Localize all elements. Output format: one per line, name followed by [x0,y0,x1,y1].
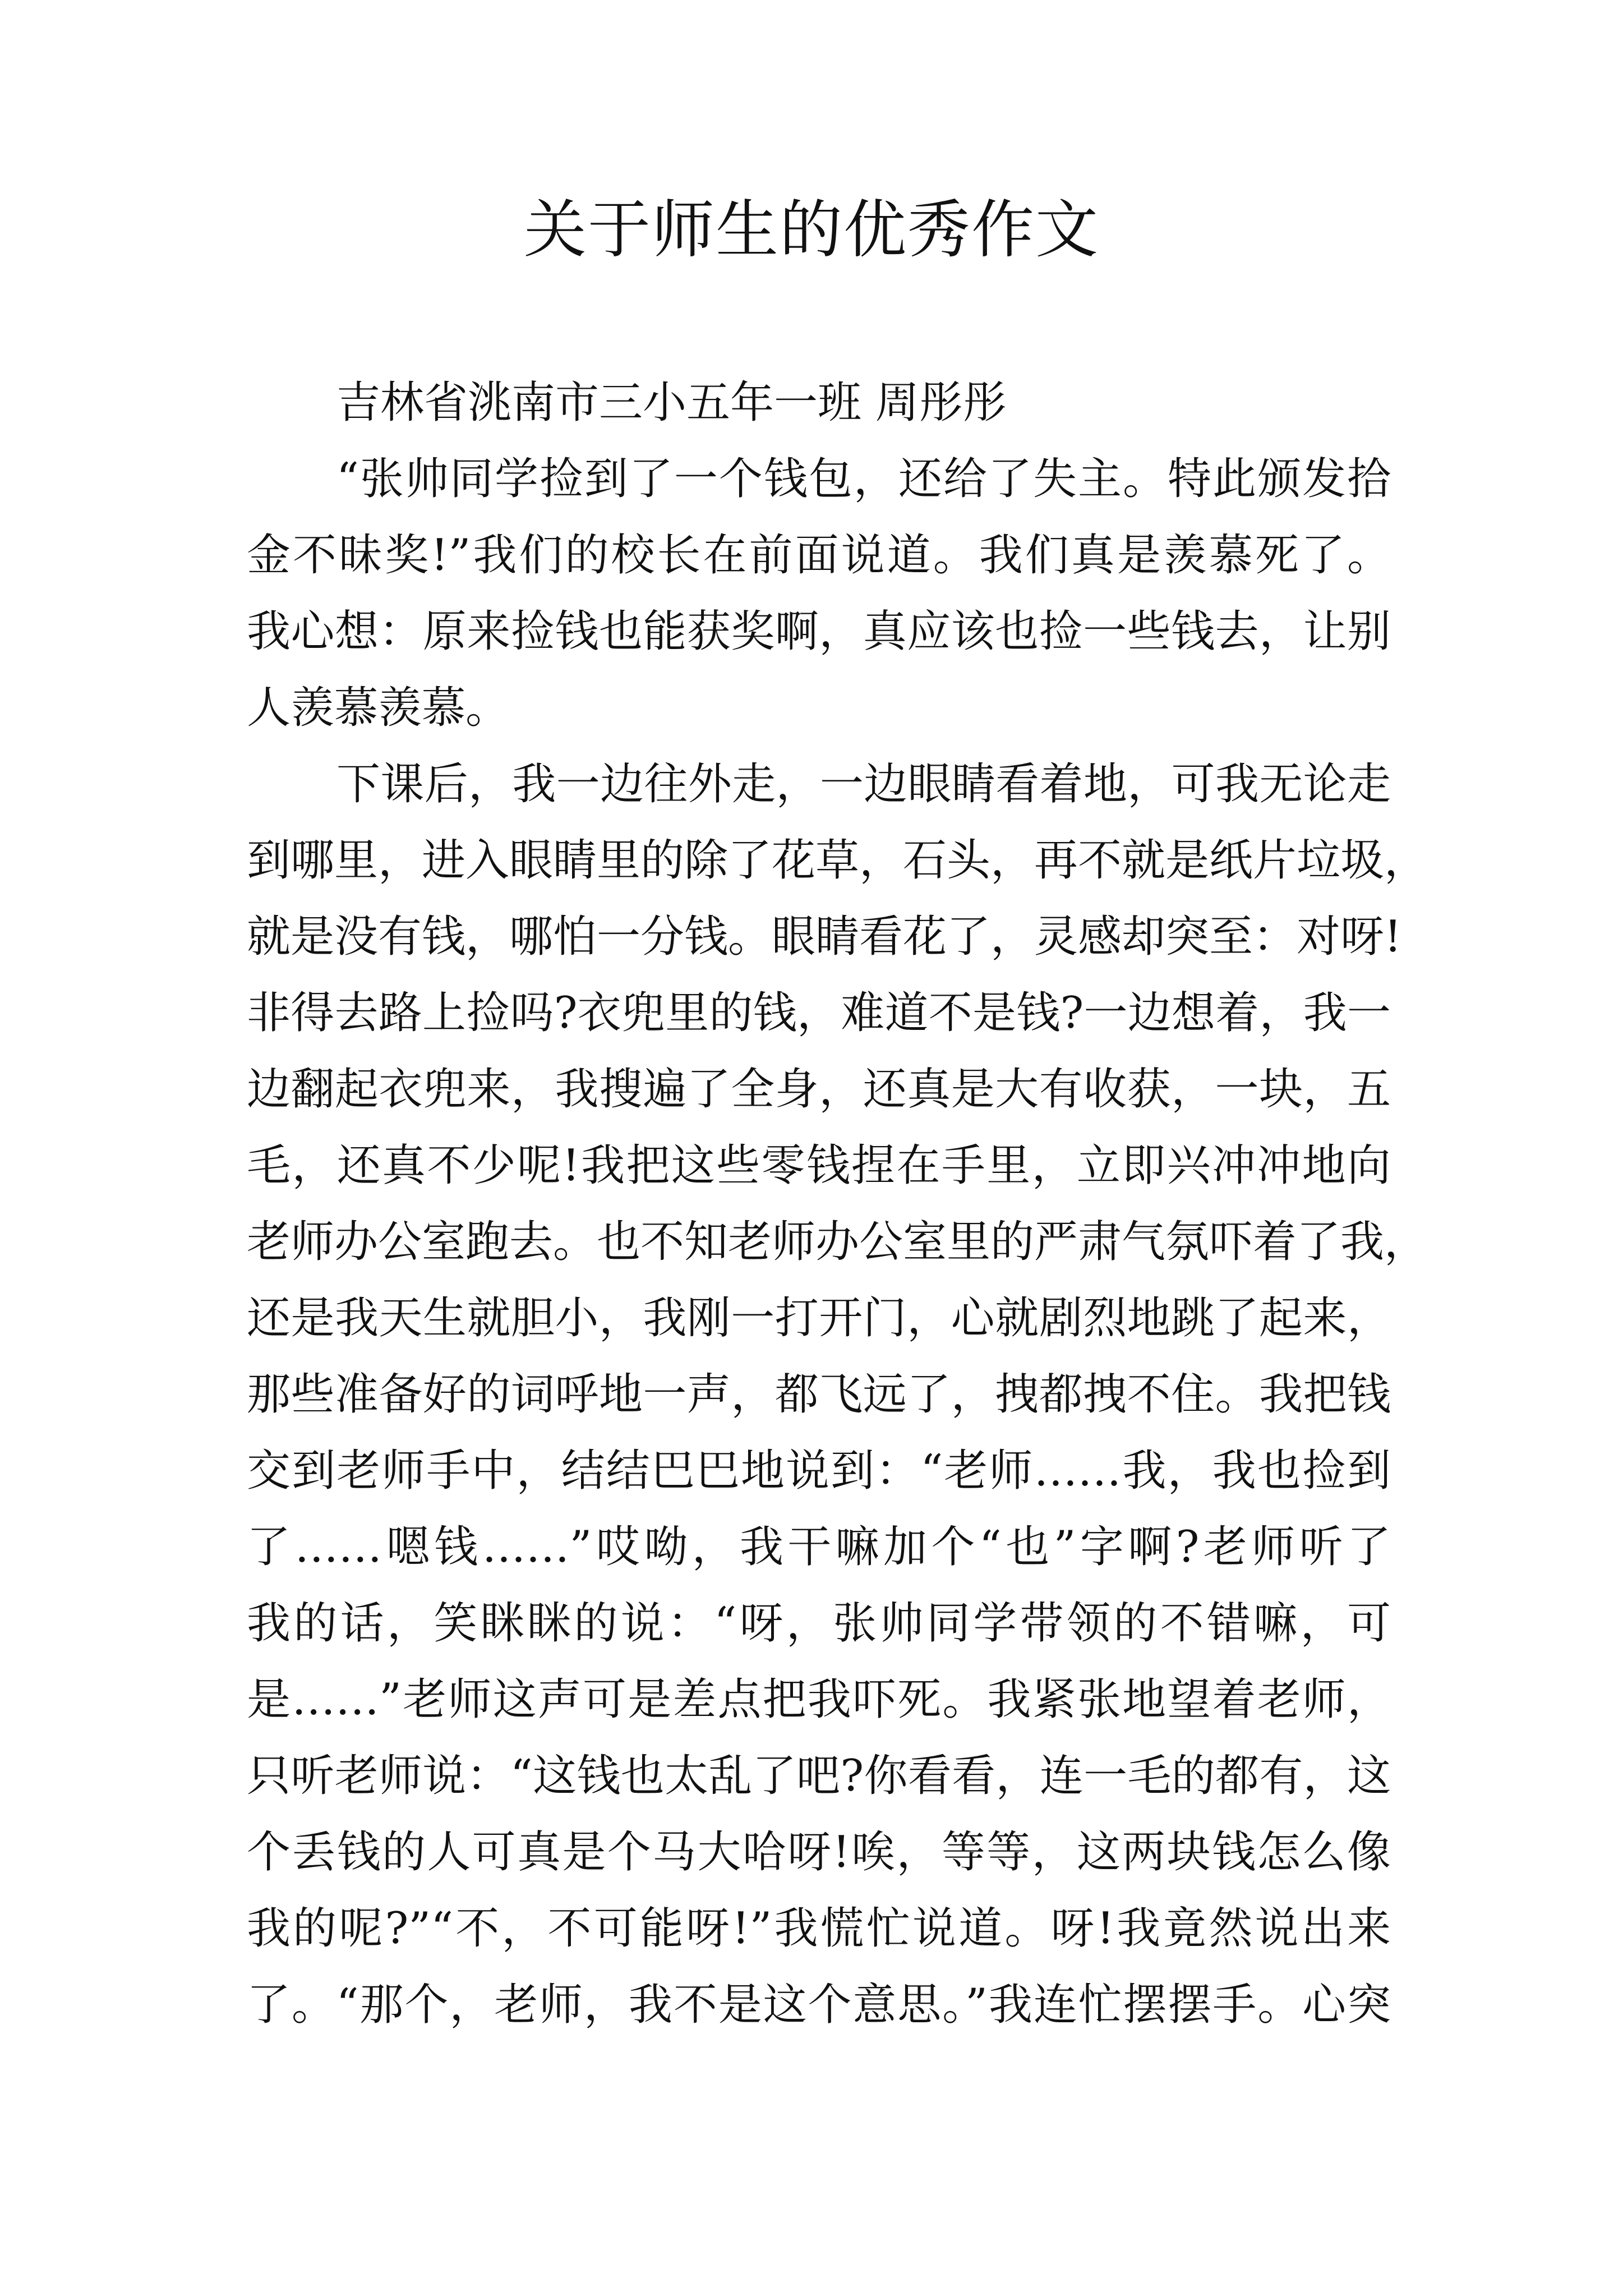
document-body [247,365,1428,2043]
paragraph-line: 非得去路上捡吗?衣兜里的钱，难道不是钱?一边想着，我一 [247,988,1391,1038]
paragraph-line: 那些准备好的词呼地一声，都飞远了，拽都拽不住。我把钱 [247,1369,1391,1420]
paragraph-line: 我的话，笑眯眯的说：“呀，张帅同学带领的不错嘛，可 [247,1598,1391,1649]
author-line: 吉林省洮南市三小五年一班 周彤彤 [336,378,1007,428]
paragraph-line: 下课后，我一边往外走，一边眼睛看着地，可我无论走 [336,759,1391,809]
paragraph-line: 交到老师手中，结结巴巴地说到：“老师……我，我也捡到 [247,1446,1391,1496]
paragraph-line: 人羡慕羡慕。 [247,683,510,733]
paragraph-line: 我心想：原来捡钱也能获奖啊，真应该也捡一些钱去，让别 [247,606,1391,657]
document-title: 关于师生的优秀作文 [524,194,1099,266]
paragraph-line: 金不昧奖!”我们的校长在前面说道。我们真是羡慕死了。 [247,530,1391,581]
paragraph-line: 我的呢?”“不，不可能呀!”我慌忙说道。呀!我竟然说出来 [247,1903,1391,1954]
paragraph-line: 还是我天生就胆小，我刚一打开门，心就剧烈地跳了起来， [247,1293,1391,1343]
paragraph-line: 毛，还真不少呢!我把这些零钱捏在手里，立即兴冲冲地向 [247,1140,1391,1191]
paragraph-line: 到哪里，进入眼睛里的除了花草，石头，再不就是纸片垃圾， [247,835,1428,886]
paragraph-line: 是……”老师这声可是差点把我吓死。我紧张地望着老师， [247,1674,1391,1725]
paragraph-line: 边翻起衣兜来，我搜遍了全身，还真是大有收获，一块，五 [247,1064,1391,1115]
paragraph-line: 了。“那个，老师，我不是这个意思。”我连忙摆摆手。心突 [247,1980,1391,2030]
paragraph-line: 就是没有钱，哪怕一分钱。眼睛看花了，灵感却突至：对呀! [247,912,1402,962]
paragraph-line: 个丢钱的人可真是个马大哈呀!唉，等等，这两块钱怎么像 [247,1827,1391,1878]
paragraph-line: “张帅同学捡到了一个钱包，还给了失主。特此颁发拾 [336,454,1391,504]
paragraph-line: 老师办公室跑去。也不知老师办公室里的严肃气氛吓着了我， [247,1217,1428,1267]
paragraph-line: 了……嗯钱……”哎呦，我干嘛加个“也”字啊?老师听了 [247,1522,1391,1572]
paragraph-line: 只听老师说：“这钱也太乱了吧?你看看，连一毛的都有，这 [247,1751,1391,1801]
